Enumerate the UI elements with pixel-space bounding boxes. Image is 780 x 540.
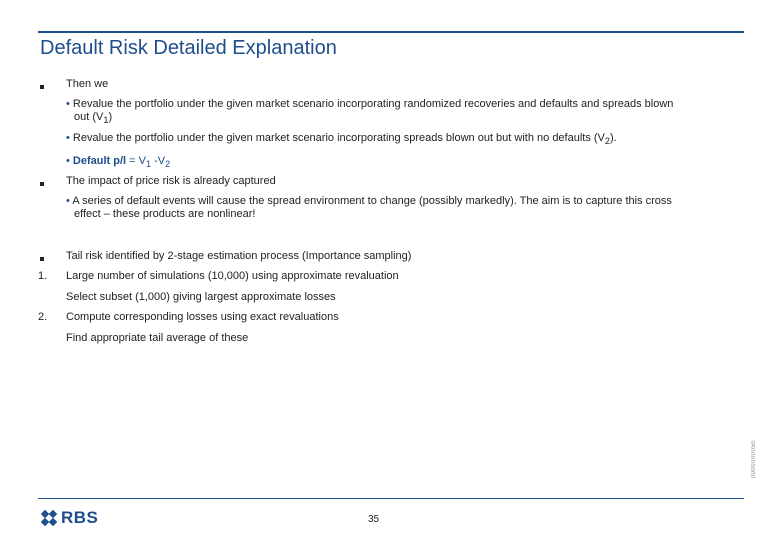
logo-wordmark: RBS (61, 508, 99, 527)
bullet-3-text: Tail risk identified by 2-stage estimation process (Importance sampling) (66, 250, 412, 262)
sub-bullet-dot: • (66, 98, 70, 110)
page-title: Default Risk Detailed Explanation (40, 37, 337, 59)
sub-bullet-1-3: • Default $p/l = V_1$ $-V_2$ (66, 155, 171, 170)
bullet-square-2 (40, 177, 44, 189)
footer-rule (38, 498, 744, 499)
sub-bullet-1-2: • Revalue the portfolio under the given market scenario incorporating spreads blown out but with no defaults $(V_2)$. (66, 132, 617, 147)
numbered-item-1-continuation: Select subset (1,000) giving largest approximate losses (66, 291, 336, 303)
title-top-rule (38, 31, 744, 33)
numbered-item-1-text: Large number of simulations (10,000) using approximate revaluation (66, 270, 399, 282)
sub-bullet-dot: • (66, 132, 70, 144)
numbered-item-2-continuation: Find appropriate tail average of these (66, 332, 249, 344)
numbered-item-2-text: Compute corresponding losses using exact revaluations (66, 311, 339, 323)
sub-bullet-1-1: • Revalue the portfolio under the given market scenario incorporating randomized recoveries and defaults and spreads blown out $(V_1)$ (66, 98, 674, 126)
page-number: 35 (368, 514, 380, 525)
version-code: 0000000050 (751, 440, 757, 479)
bullet-2-text: The impact of price risk is already captured (66, 175, 276, 187)
numbered-marker-1: 1. (38, 270, 48, 282)
bullet-square-3 (40, 252, 44, 264)
bullet-1-text: Then we (66, 78, 109, 90)
sub-bullet-dot: • (66, 155, 70, 167)
sub-bullet-2-1: • A series of default events will cause the spread environment to change (possibly markedly). The aim is to capture this cross effect – these products are nonlinear! (66, 195, 672, 220)
rbs-logo (41, 508, 98, 528)
bullet-square-1 (40, 80, 44, 92)
numbered-marker-2: 2. (38, 311, 48, 323)
sub-bullet-dot: • (66, 195, 70, 207)
rbs-daisy-icon (41, 510, 57, 526)
